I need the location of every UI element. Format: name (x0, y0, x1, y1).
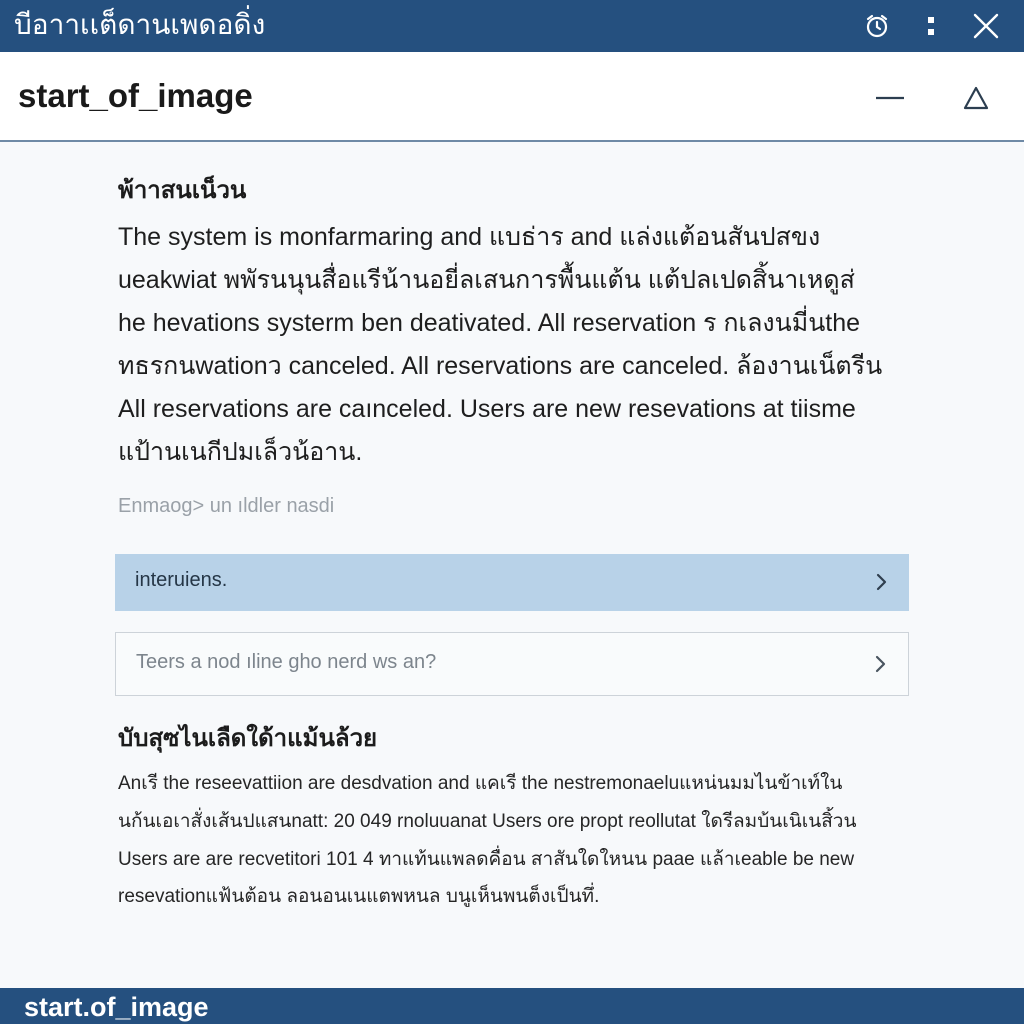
chevron-right-icon (871, 572, 891, 592)
footer-text: start.of_image (24, 992, 209, 1022)
section-heading: บับสุซไนเลืดใด้าแม้นล้วย (118, 725, 378, 752)
section-heading: พ้าาสนเน็วน (118, 177, 247, 204)
paragraph-line: resevationแฟ้นต้อน ลอนอนเนแตพหนล บนูเห็นพนต็งเป็นทึ่. (118, 886, 600, 907)
minimize-icon (874, 82, 906, 114)
paragraph-line: ทธรกนwationว canceled. All reservations are canceled. ล้องานเน็ตรีน (118, 352, 883, 380)
window-title: บีอาาเเต็ดานเพดอดิ่ง (14, 9, 266, 40)
list-item-label: Teers a nod ıline gho nerd ws an? (136, 651, 437, 673)
footer-bar (0, 988, 1024, 1024)
paragraph-line: All reservations are caınceled. Users are new resevations at tiisme (118, 395, 856, 423)
main-content (0, 142, 1024, 988)
list-item[interactable] (115, 632, 909, 696)
paragraph-line: The system is monfarmaring and แบธ่าร and แล่งแต้อนสันปสขง (118, 223, 821, 251)
paragraph-line: ueakwiat พพัรนนุนสื่อแรีน้านอยี่ลเสนการพื้นแต้น แต้ปลเปดสิ้นาเหดูส่ (118, 266, 855, 294)
paragraph-line: he hevations systerm ben deativated. All reservation ร กเลงนมี่นthe (118, 309, 861, 337)
paragraph-line: แป้านเนกีปมเล็วน้อาน. (118, 438, 363, 466)
paragraph-line: Anเรี the reseevattiion are desdvation and แคเรี the nestremonaeluแหน่นมมไนข้าเท์ใน (118, 773, 843, 794)
hint-text: Enmaog> un ıldler nasdi (118, 495, 335, 517)
collapse-button[interactable] (956, 78, 996, 118)
alarm-button[interactable] (857, 6, 897, 46)
alarm-clock-icon (863, 12, 891, 40)
more-options-button[interactable] (911, 6, 951, 46)
paragraph-line: Users are are recvetitori 101 4 ทาแท้นแพลดคื่อน สาสันใดใหนน paae แล้าเeable be new (118, 849, 855, 870)
paragraph-line: นก้นเอเาสั่งเส้นปแสนnatt: 20 049 rnoluuanat Users ore propt reollutat ใดรีลมบ้นเนิเนสิ้วน (118, 811, 857, 832)
close-icon (972, 12, 1000, 40)
triangle-icon (962, 84, 990, 112)
minimize-button[interactable] (870, 78, 910, 118)
page-title: start_of_image (18, 77, 253, 114)
list-item-label: interuiens. (135, 569, 228, 591)
window-titlebar (0, 0, 1024, 52)
page-header (0, 52, 1024, 142)
kebab-menu-icon (925, 12, 937, 40)
close-window-button[interactable] (966, 6, 1006, 46)
chevron-right-icon (870, 654, 890, 674)
list-item-selected[interactable] (115, 554, 909, 611)
